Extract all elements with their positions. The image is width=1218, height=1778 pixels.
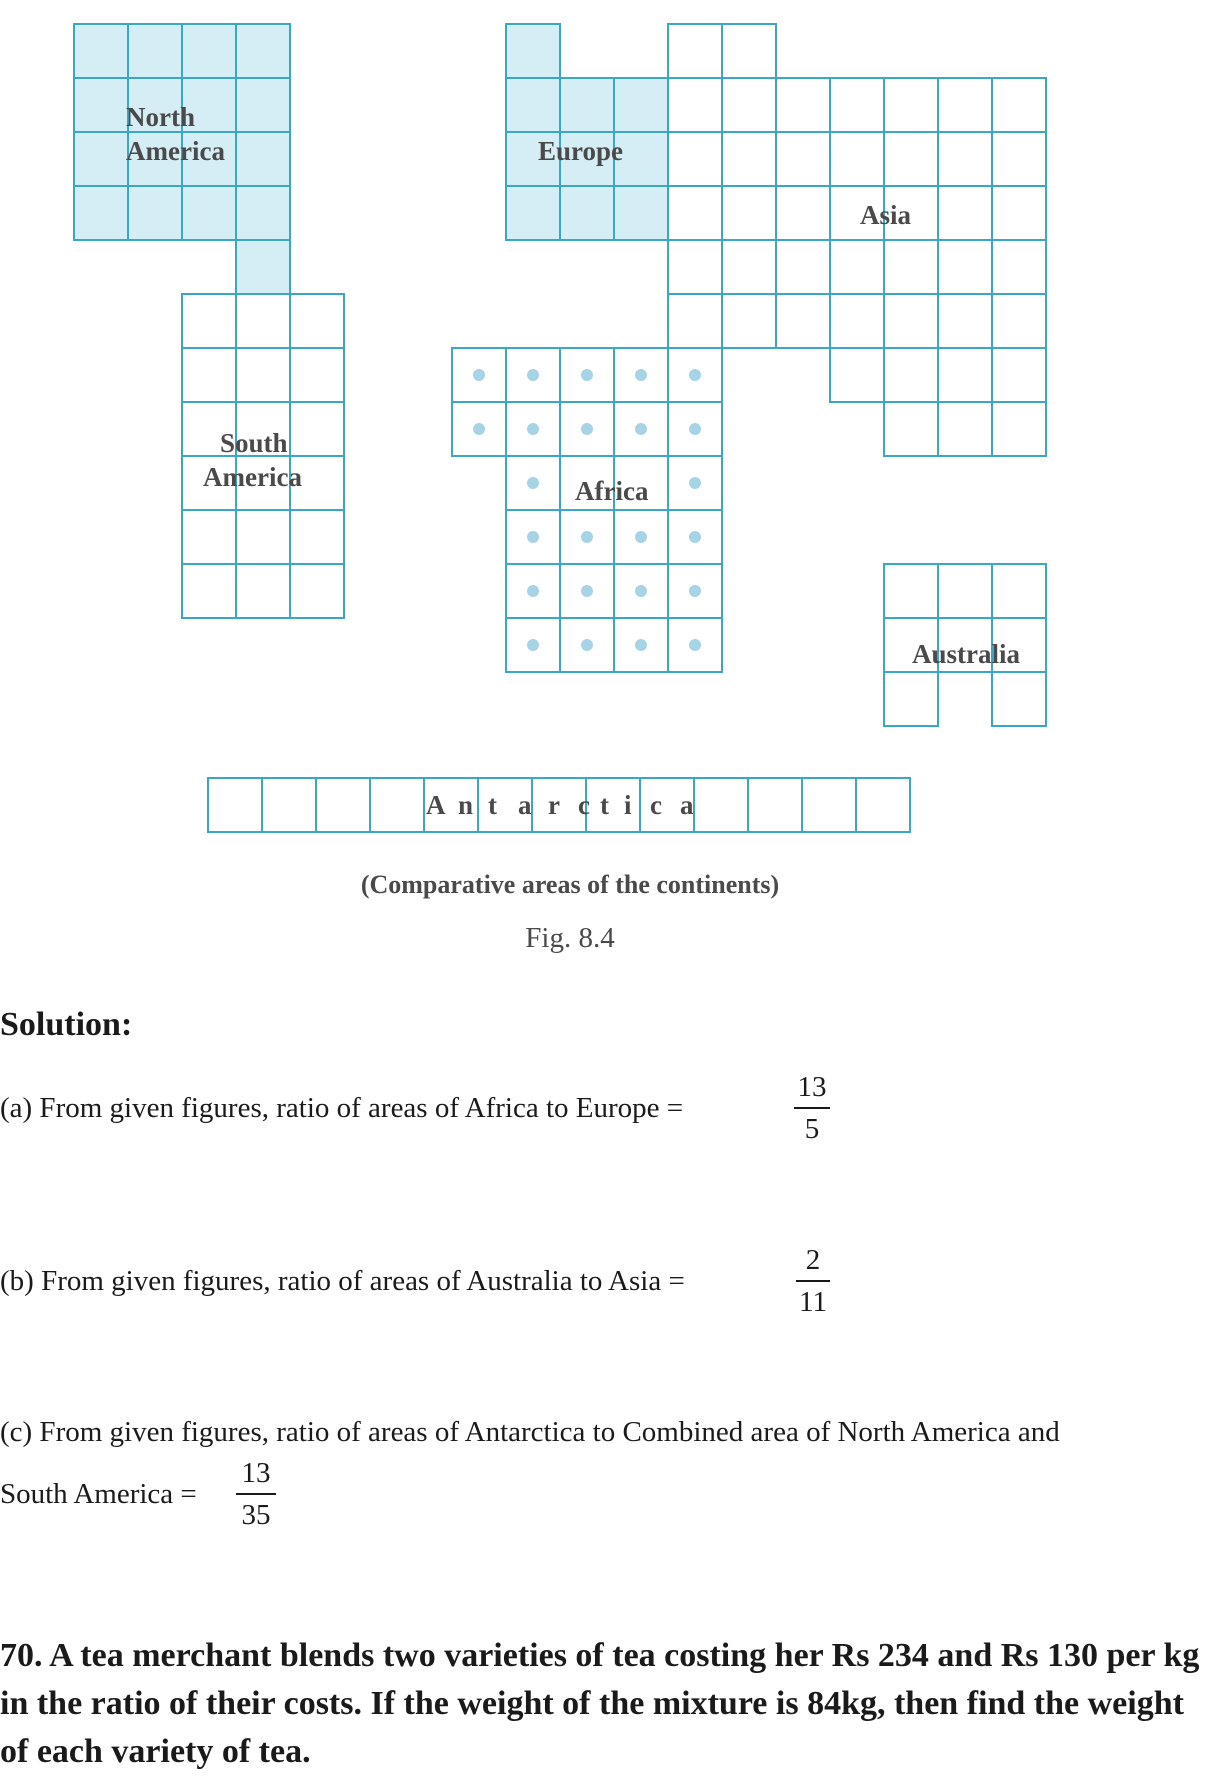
south-america-cell — [182, 510, 236, 564]
solution-b-text: (b) From given figures, ratio of areas of Australia to Asia = — [0, 1265, 685, 1297]
continents-area-figure — [0, 0, 1218, 860]
africa-dot — [635, 531, 647, 543]
antarctica-letter: a — [518, 790, 532, 820]
asia-cell — [992, 186, 1046, 240]
africa-dot — [581, 585, 593, 597]
asia-cell — [884, 402, 938, 456]
europe-cell — [560, 78, 614, 132]
africa-dot — [473, 423, 485, 435]
asia-cell — [884, 348, 938, 402]
asia-cell — [830, 240, 884, 294]
fraction-denominator: 5 — [804, 1113, 820, 1145]
south-america-cell — [236, 294, 290, 348]
europe-label: Europe — [538, 136, 624, 166]
africa-dot — [689, 585, 701, 597]
africa-dot — [473, 369, 485, 381]
africa-dot — [527, 639, 539, 651]
north-america-cell — [74, 24, 128, 78]
africa-dot — [689, 531, 701, 543]
south-america-cell — [182, 294, 236, 348]
asia-cell — [668, 132, 722, 186]
north-america-cell — [128, 186, 182, 240]
asia-cell — [992, 132, 1046, 186]
africa-dot — [527, 531, 539, 543]
asia-cell — [938, 402, 992, 456]
africa-dot — [689, 423, 701, 435]
asia-cell — [830, 294, 884, 348]
asia-cell — [668, 240, 722, 294]
asia-cell — [668, 78, 722, 132]
south-america-cell — [290, 294, 344, 348]
antarctica-cell — [370, 778, 424, 832]
asia-cell — [884, 240, 938, 294]
asia-cell — [938, 240, 992, 294]
australia-cell — [992, 564, 1046, 618]
fraction-numerator: 13 — [797, 1071, 827, 1103]
north-america-cell — [236, 24, 290, 78]
africa-dot — [635, 423, 647, 435]
asia-cell — [992, 348, 1046, 402]
antarctica-cell — [694, 778, 748, 832]
antarctica-letter: A — [426, 790, 446, 820]
antarctica-letter: r — [548, 790, 560, 820]
asia-cell — [992, 240, 1046, 294]
north-america-cell — [74, 186, 128, 240]
north-america-cell — [182, 24, 236, 78]
antarctica-letter: t — [600, 790, 609, 820]
africa-dot — [689, 477, 701, 489]
asia-cell — [938, 294, 992, 348]
asia-cell — [776, 294, 830, 348]
antarctica-cell — [748, 778, 802, 832]
south-america-cell — [236, 510, 290, 564]
fraction-denominator: 11 — [799, 1286, 827, 1318]
asia-cell — [668, 24, 722, 78]
australia-cell — [884, 564, 938, 618]
asia-cell — [830, 132, 884, 186]
figure-caption: (Comparative areas of the continents) — [360, 870, 780, 899]
antarctica-letter: n — [458, 790, 474, 820]
australia-cell — [992, 672, 1046, 726]
north-america-cell — [128, 24, 182, 78]
asia-cell — [830, 78, 884, 132]
solution-c-text-line2: South America = — [0, 1478, 197, 1510]
asia-cell — [830, 348, 884, 402]
asia-cell — [992, 294, 1046, 348]
south-america-label-2: America — [203, 462, 302, 492]
north-america-label-1: North — [126, 102, 195, 132]
fraction-bar — [796, 1280, 830, 1282]
solution-a-text: (a) From given figures, ratio of areas of Africa to Europe = — [0, 1092, 684, 1124]
europe-cell — [506, 24, 560, 78]
antarctica-letter: c — [578, 790, 590, 820]
antarctica-letter: c — [650, 790, 662, 820]
solution-a-fraction — [794, 1070, 830, 1146]
asia-cell — [776, 186, 830, 240]
africa-dot — [635, 369, 647, 381]
asia-cell — [938, 186, 992, 240]
asia-cell — [722, 294, 776, 348]
south-america-cell — [182, 348, 236, 402]
europe-cell — [506, 78, 560, 132]
australia-cell — [884, 672, 938, 726]
asia-cell — [938, 78, 992, 132]
asia-cell — [668, 186, 722, 240]
north-america-cell — [182, 186, 236, 240]
north-america-cell — [236, 186, 290, 240]
europe-cell — [614, 186, 668, 240]
antarctica-cell — [802, 778, 856, 832]
asia-cell — [884, 78, 938, 132]
asia-cell — [722, 186, 776, 240]
africa-label: Africa — [575, 476, 649, 506]
asia-cell — [668, 294, 722, 348]
australia-label: Australia — [912, 639, 1020, 669]
africa-dot — [581, 423, 593, 435]
solution-c-text-line1: (c) From given figures, ratio of areas of Antarctica to Combined area of North America and — [0, 1416, 1060, 1448]
north-america-cell — [236, 240, 290, 294]
africa-dot — [527, 477, 539, 489]
figure-label: Fig. 8.4 — [525, 922, 615, 954]
question-70: 70. A tea merchant blends two varieties of tea costing her Rs 234 and Rs 130 per kg in the ratio of their costs. If the weight of the mixture is 84kg, then find the weight of each variety of tea. — [0, 1637, 1200, 1770]
asia-cell — [722, 240, 776, 294]
antarctica-cell — [208, 778, 262, 832]
africa-dot — [689, 639, 701, 651]
fraction-denominator: 35 — [241, 1499, 271, 1531]
fraction-bar — [236, 1493, 276, 1495]
antarctica-letter: t — [488, 790, 497, 820]
asia-cell — [884, 294, 938, 348]
solution-b-fraction — [796, 1243, 830, 1319]
south-america-label-1: South — [220, 428, 288, 458]
asia-cell — [992, 402, 1046, 456]
africa-dot — [689, 369, 701, 381]
africa-dot — [581, 639, 593, 651]
south-america-cell — [290, 564, 344, 618]
asia-cell — [884, 132, 938, 186]
asia-cell — [992, 78, 1046, 132]
asia-cell — [938, 348, 992, 402]
antarctica-letter: a — [680, 790, 694, 820]
asia-cell — [938, 132, 992, 186]
north-america-label-2: America — [126, 136, 225, 166]
africa-dot — [635, 639, 647, 651]
antarctica-cell — [262, 778, 316, 832]
europe-cell — [560, 186, 614, 240]
africa-dot — [581, 369, 593, 381]
antarctica-letter: i — [624, 790, 632, 820]
europe-cell — [614, 78, 668, 132]
south-america-cell — [182, 564, 236, 618]
south-america-cell — [290, 510, 344, 564]
africa-dot — [581, 531, 593, 543]
antarctica-cell — [316, 778, 370, 832]
africa-dot — [527, 369, 539, 381]
south-america-cell — [290, 348, 344, 402]
asia-cell — [722, 24, 776, 78]
north-america-cell — [74, 78, 128, 132]
asia-cell — [776, 132, 830, 186]
asia-cell — [722, 132, 776, 186]
fraction-bar — [794, 1107, 830, 1109]
solution-c-fraction — [236, 1456, 276, 1532]
fraction-numerator: 13 — [241, 1457, 271, 1489]
asia-label: Asia — [860, 200, 912, 230]
antarctica-cell — [856, 778, 910, 832]
south-america-cell — [236, 348, 290, 402]
asia-cell — [722, 78, 776, 132]
south-america-cell — [236, 564, 290, 618]
south-america-cell — [290, 402, 344, 456]
north-america-cell — [236, 132, 290, 186]
asia-cell — [776, 240, 830, 294]
africa-dot — [527, 585, 539, 597]
north-america-cell — [236, 78, 290, 132]
australia-cell — [938, 564, 992, 618]
africa-dot — [527, 423, 539, 435]
europe-cell — [506, 186, 560, 240]
north-america-cell — [74, 132, 128, 186]
africa-dot — [635, 585, 647, 597]
fraction-numerator: 2 — [805, 1244, 821, 1276]
solution-heading: Solution: — [0, 1006, 133, 1043]
asia-cell — [776, 78, 830, 132]
antarctica-cell — [586, 778, 640, 832]
